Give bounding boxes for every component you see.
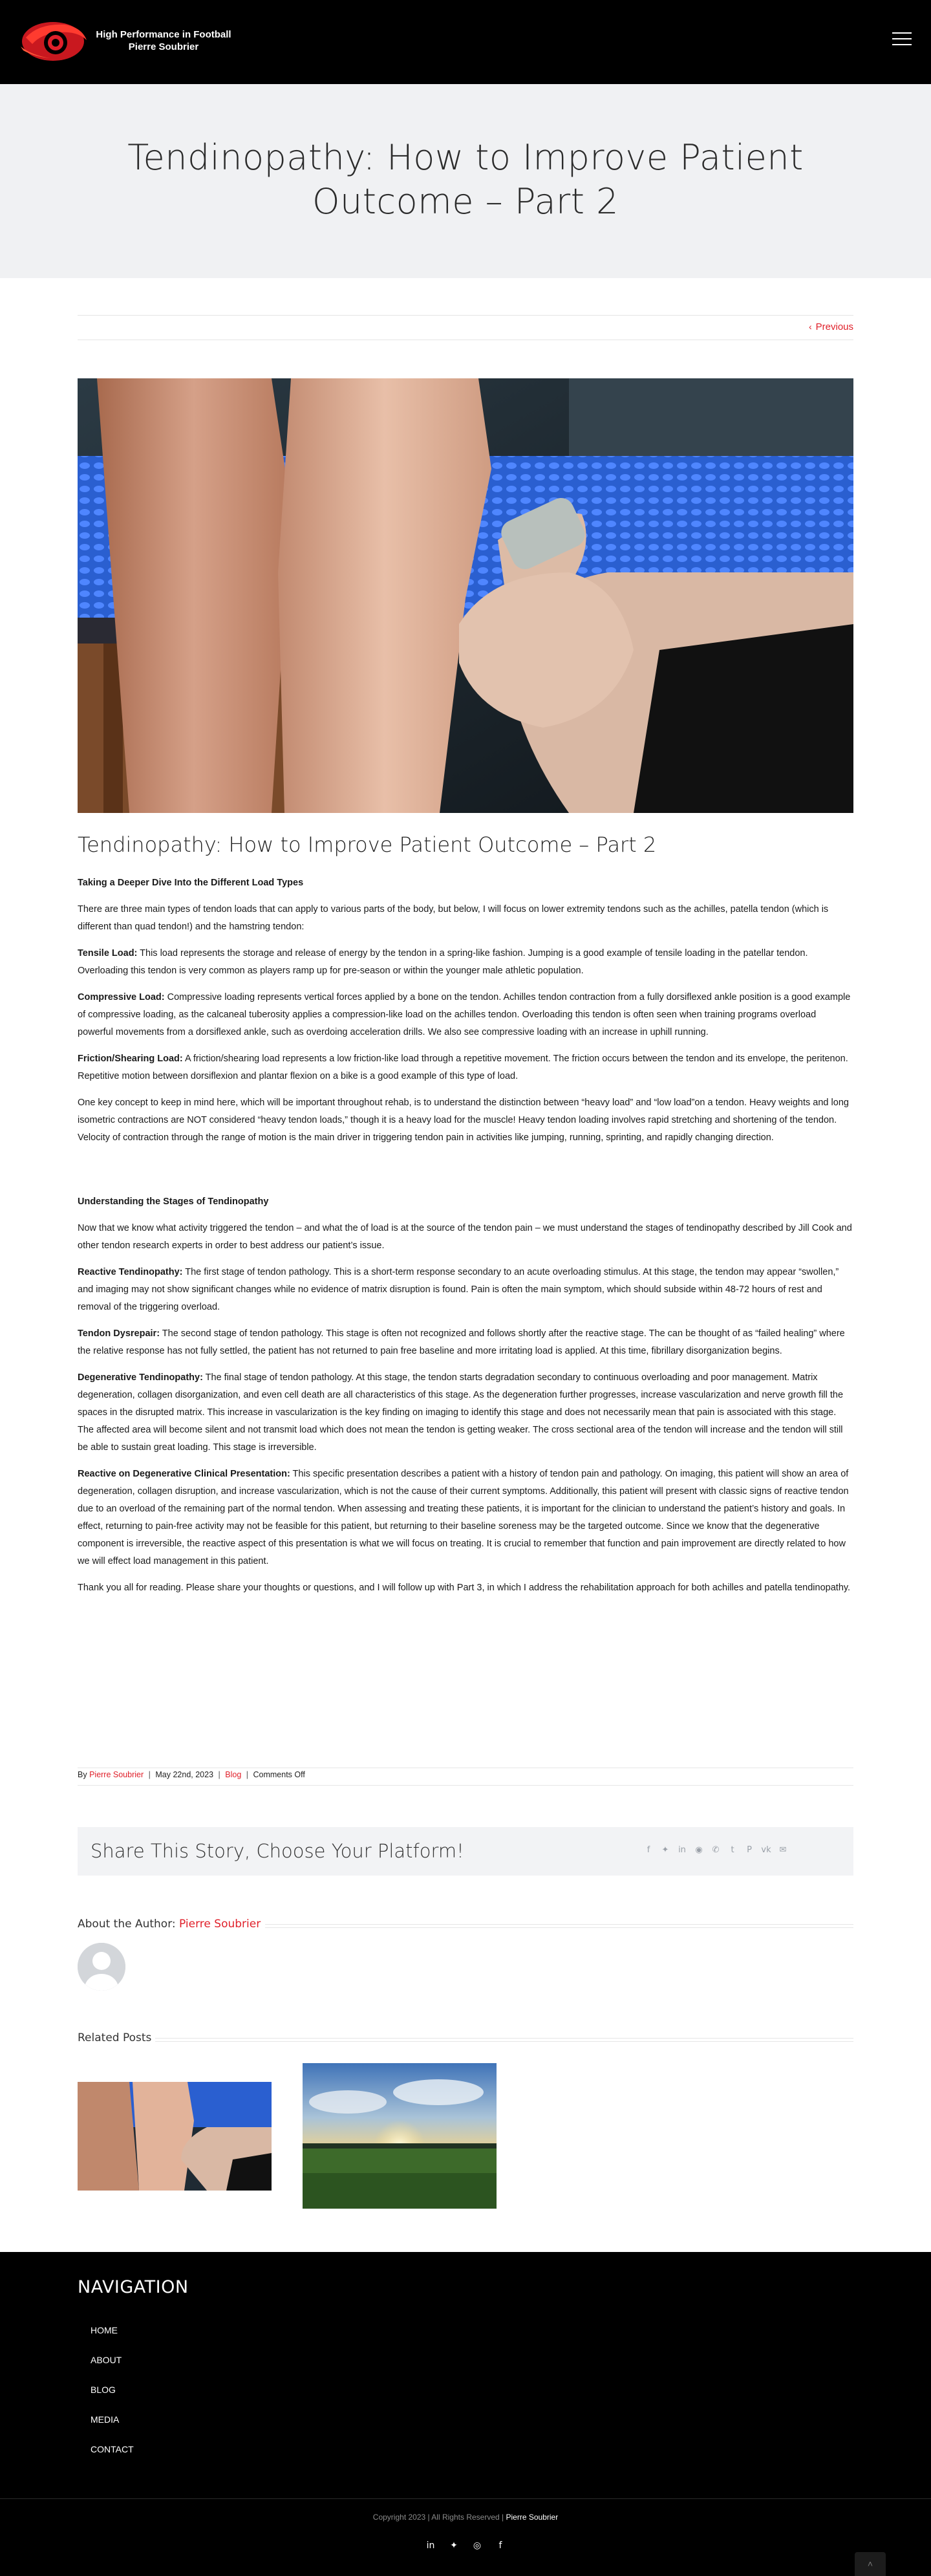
hamburger-icon[interactable]	[892, 32, 912, 48]
meta-date: May 22nd, 2023	[155, 1770, 214, 1779]
brand-subtitle: Pierre Soubrier	[128, 41, 199, 52]
facebook-icon[interactable]: f	[647, 1845, 650, 1855]
twitter-icon[interactable]: ✦	[450, 2540, 458, 2551]
paragraph	[78, 945, 853, 980]
reddit-icon[interactable]: ◉	[695, 1845, 703, 1855]
term-text: The final stage of tendon pathology. At this stage, the tendon starts degradation secondary to continuous overloading and poor management. Matrix degeneration, collagen disorganization, and even cell death are all characteristics of this stage. As the degeneration further progresses, increase vascularization and nerve growth fill the spaces in the disrupted matrix. This increase in vascularization is the key finding on imaging to identify this stage and does not necessarily mean that pain is associated with this stage. The affected area will become silent and not transmit load which does not mean the tendon is getting weaker. The cross sectional area of the tendon will increase and the tendon will still be able to sustain great loading. This stage is irreversible.	[78, 1372, 844, 1453]
divider	[155, 2038, 853, 2039]
term-label: Compressive Load:	[78, 992, 165, 1002]
term-text: This specific presentation describes a patient with a history of tendon pain and pathology. On imaging, this patient will show an area of degeneration, collagen disruption, and increase vascularization, which is not the cause of their current symptoms. Additionally, this patient will present with classic signs of reactive tendon due to an overload of the remaining part of the normal tendon. When assessing and treating these patients, it is important for the clinician to understand the patient’s history and goals. In effect, returning to pain-free activity may not be feasible for this patient, but returning to their baseline soreness may be the targeted outcome. Since we know that the degenerative component is irreversible, the reactive aspect of this presentation is what we will focus on treating. It is crucial to remember that function and pain improvement are directly related to how we will effect load management in this patient.	[78, 1469, 849, 1566]
pinterest-icon[interactable]: P	[747, 1845, 752, 1855]
article-title: Tendinopathy: How to Improve Patient Outcome – Part 2	[78, 832, 657, 857]
term-label: Friction/Shearing Load:	[78, 1054, 183, 1064]
previous-label: Previous	[815, 321, 853, 332]
meta-author-link[interactable]: Pierre Soubrier	[89, 1770, 144, 1779]
post-meta: By Pierre Soubrier | May 22nd, 2023 | Blog | Comments Off	[78, 1770, 305, 1779]
page-title: Tendinopathy: How to Improve Patient Outcome – Part 2	[127, 137, 804, 222]
meta-by: By	[78, 1770, 87, 1779]
paragraph: One key concept to keep in mind here, which will be important throughout rehab, is to understand the distinction between “heavy load” and “low load”on a tendon. Heavy weights and long isometric contractions are NOT considered “heavy tendon loads,” though it is a heavy load for the muscle! Heavy tendon loading involves rapid stretching and shortening of the tendon. Velocity of contraction through the range of motion is the main driver in triggering tendon pain in activities like jumping, running, sprinting, and rapidly changing direction.	[78, 1098, 849, 1143]
footer-nav-home[interactable]: HOME	[91, 2325, 118, 2335]
avatar	[78, 1943, 125, 1991]
term-text: The second stage of tendon pathology. This stage is often not recognized and follows shortly after the reactive stage. The can be thought of as “failed healing” where the relative response has not fully settled, the patient has not returned to pain free baseline and more irritating load is applied. At this time, fibrillary disorganization begins.	[78, 1328, 845, 1356]
divider	[265, 1924, 853, 1925]
author-label: About the Author:	[78, 1918, 176, 1931]
paragraph	[78, 989, 853, 1041]
tumblr-icon[interactable]: t	[731, 1845, 734, 1855]
related-post-thumbnail[interactable]	[78, 2082, 272, 2191]
hero-image-knee-treatment	[78, 378, 853, 813]
share-box	[78, 1827, 853, 1876]
site-logo[interactable]	[19, 18, 89, 63]
paragraph	[78, 1325, 853, 1360]
related-post-thumbnail[interactable]	[303, 2063, 497, 2209]
term-label: Reactive Tendinopathy:	[78, 1267, 183, 1277]
divider	[0, 2498, 931, 2499]
term-text: A friction/shearing load represents a low friction-like load through a repetitive movement. The friction occurs between the tendon and its envelope, the peritenon. Repetitive motion between dorsiflexion and plantar flexion on a bike is a good example of this type of load.	[78, 1054, 848, 1081]
term-label: Degenerative Tendinopathy:	[78, 1372, 203, 1383]
instagram-icon[interactable]: ◎	[473, 2540, 482, 2551]
footer-nav	[91, 2325, 134, 2474]
meta-category-link[interactable]: Blog	[225, 1770, 242, 1779]
divider	[78, 315, 853, 316]
footer-nav-blog[interactable]: BLOG	[91, 2385, 116, 2395]
footer-social	[423, 2538, 508, 2553]
term-text: Compressive loading represents vertical forces applied by a bone on the tendon. Achilles tendon contraction from a fully dorsiflexed ankle position is a good example of compressive loading, as the calcaneal tuberosity applies a compression-like load on the achilles tendon. Overloading this tendon is often seen when training programs overload powerful movements from a dorsiflexed ankle, such as overdoing acceleration drills. We also see compressive loading with an increase in uphill running.	[78, 992, 851, 1037]
term-label: Tendon Dysrepair:	[78, 1328, 160, 1339]
paragraph: Thank you all for reading. Please share your thoughts or questions, and I will follow up with Part 3, in which I address the rehabilitation approach for both achilles and patella tendinopathy.	[78, 1583, 851, 1593]
meta-comments: Comments Off	[253, 1770, 305, 1779]
linkedin-icon[interactable]: in	[678, 1845, 686, 1855]
term-text: The first stage of tendon pathology. This is a short-term response secondary to an acute overloading stimulus. At this stage, the tendon may appear “swollen,” and imaging may not show significant changes while no evidence of matrix disruption is found. Pain is often the main symptom, which should subside within 48-72 hours of rest and removal of the triggering overload.	[78, 1267, 839, 1312]
author-heading	[78, 1918, 261, 1931]
linkedin-icon[interactable]: in	[426, 2540, 435, 2551]
chevron-left-icon: ‹	[808, 321, 812, 332]
copyright-name: Pierre Soubrier	[506, 2513, 559, 2522]
site-header	[0, 0, 931, 84]
brand-text[interactable]	[96, 28, 231, 53]
copyright	[0, 2513, 931, 2522]
paragraph: There are three main types of tendon loads that can apply to various parts of the body, but below, I will focus on lower extremity tendons such as the achilles, patella tendon (which is different than quad tendon!) and the hamstring tendon:	[78, 904, 829, 932]
share-icons	[642, 1844, 789, 1857]
footer-nav-title: NAVIGATION	[78, 2277, 189, 2297]
site-footer	[0, 2252, 931, 2576]
footer-nav-contact[interactable]: CONTACT	[91, 2444, 134, 2454]
copyright-text: Copyright 2023 | All Rights Reserved |	[372, 2513, 504, 2522]
term-label: Tensile Load:	[78, 948, 138, 958]
term-label: Reactive on Degenerative Clinical Presentation:	[78, 1469, 290, 1479]
paragraph	[78, 1264, 853, 1316]
paragraph: Now that we know what activity triggered the tendon – and what the of load is at the source of the tendon pain – we must understand the stages of tendinopathy described by Jill Cook and other tendon research experts in order to best address our patient’s issue.	[78, 1223, 852, 1251]
chevron-up-icon: ˄	[867, 2559, 873, 2569]
footer-nav-about[interactable]: ABOUT	[91, 2355, 122, 2365]
footer-nav-media[interactable]: MEDIA	[91, 2414, 120, 2425]
paragraph	[78, 1466, 853, 1570]
divider	[78, 1785, 853, 1786]
article-body	[78, 874, 853, 1606]
brand-title: High Performance in Football	[96, 29, 231, 40]
scroll-to-top-button[interactable]	[855, 2552, 886, 2576]
section-heading: Taking a Deeper Dive Into the Different Load Types	[78, 878, 304, 888]
author-name-link[interactable]: Pierre Soubrier	[179, 1918, 261, 1931]
divider	[155, 2041, 853, 2042]
term-text: This load represents the storage and release of energy by the tendon in a spring-like fashion. Jumping is a good example of tensile loading in the patellar tendon. Overloading this tendon is very common as players ramp up for pre-season or within the younger male athletic population.	[78, 948, 808, 976]
vk-icon[interactable]: vk	[761, 1845, 771, 1855]
previous-post-link[interactable]	[802, 321, 853, 332]
share-title: Share This Story, Choose Your Platform!	[91, 1840, 464, 1862]
paragraph	[78, 1369, 853, 1456]
email-icon[interactable]: ✉	[779, 1845, 787, 1855]
related-posts-heading: Related Posts	[78, 2031, 152, 2044]
whatsapp-icon[interactable]: ✆	[712, 1845, 720, 1855]
divider	[265, 1927, 853, 1928]
paragraph	[78, 1050, 853, 1085]
facebook-icon[interactable]: f	[498, 2540, 502, 2551]
twitter-icon[interactable]: ✦	[661, 1845, 669, 1855]
section-heading: Understanding the Stages of Tendinopathy	[78, 1196, 269, 1207]
